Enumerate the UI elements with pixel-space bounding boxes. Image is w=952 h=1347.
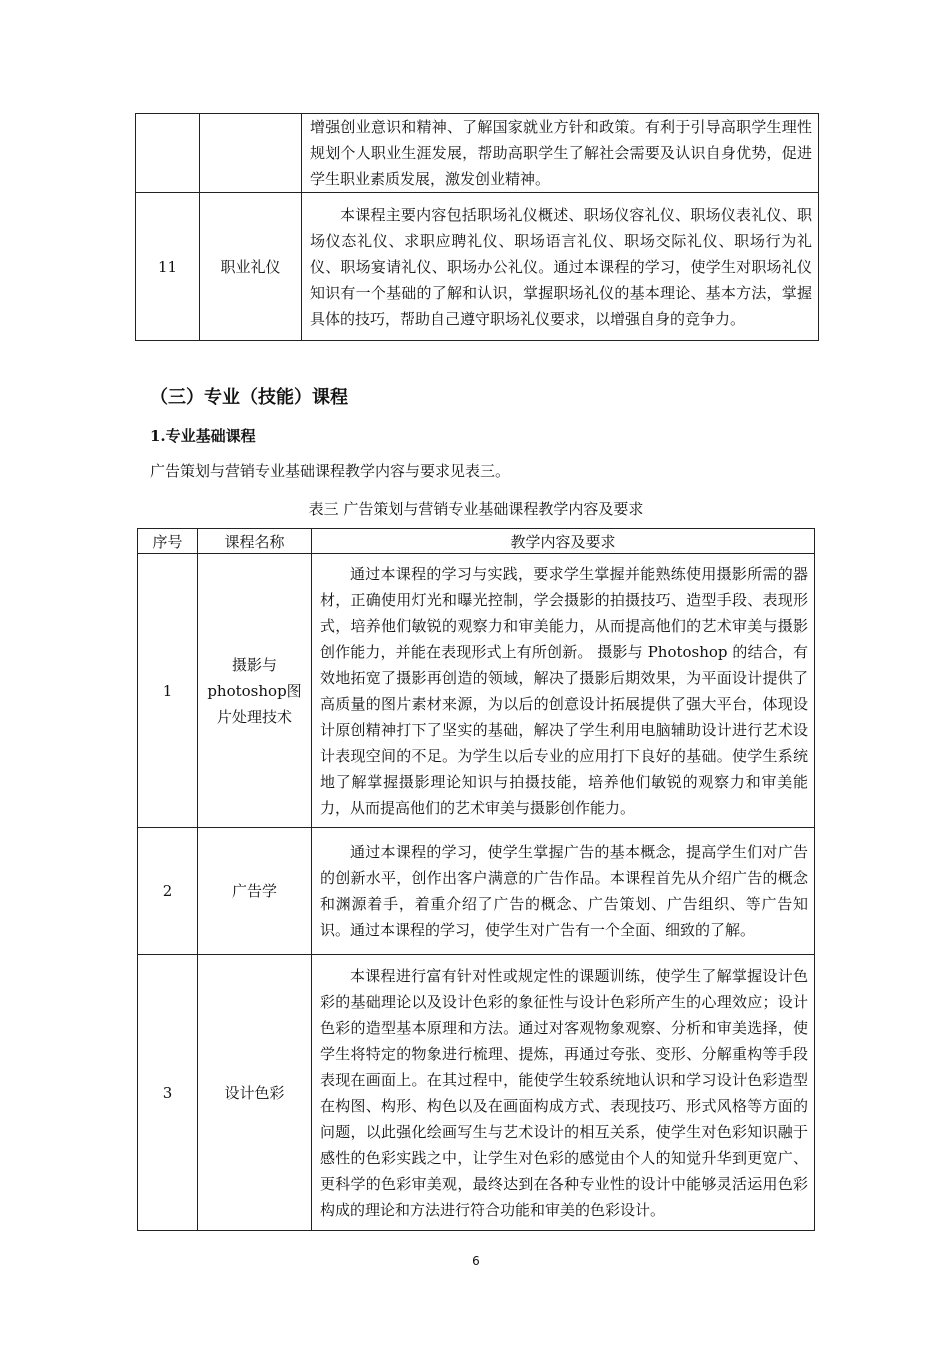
row-number-cell: 11 [136, 193, 200, 341]
row-number-cell: 1 [138, 554, 198, 828]
course-table-continued [135, 113, 819, 341]
table-row [136, 114, 819, 193]
table-row [136, 193, 819, 341]
table-caption: 表三 广告策划与营销专业基础课程教学内容及要求 [308, 500, 644, 518]
course-content-text: 增强创业意识和精神、了解国家就业方针和政策。有利于引导高职学生理性规划个人职业生涯发展，帮助高职学生了解社会需要及认识自身优势，促进学生职业素质发展，激发创业精神。 [310, 118, 812, 188]
table-row [138, 955, 815, 1231]
course-table [137, 528, 815, 1231]
section-heading: （三）专业（技能）课程 [150, 387, 348, 408]
row-number-cell: 2 [138, 828, 198, 955]
course-name-cell: 摄影与photoshop图片处理技术 [198, 554, 312, 828]
course-content-cell [302, 193, 819, 341]
course-name-cell: 设计色彩 [198, 955, 312, 1231]
course-content-text: 本课程进行富有针对性或规定性的课题训练，使学生了解掌握设计色彩的基础理论以及设计色彩的象征性与设计色彩所产生的心理效应；设计色彩的造型基本原理和方法。通过对客观物象观察、分析和审美选择，使学生将特定的物象进行梳理、提炼，再通过夸张、变形、分解重构等手段表现在画面上。在其过程中，能使学生较系统地认识和学习设计色彩造型在构图、构形、构色以及在画面构成方式、表现技巧、形式风格等方面的问题，以此强化绘画写生与艺术设计的相互关系，使学生对色彩知识融于感性的色彩实践之中，让学生对色彩的感觉由个人的知觉升华到更宽广、更科学的色彩审美观，最终达到在各种专业性的设计中能够灵活运用色彩构成的理论和方法进行符合功能和审美的色彩设计。 [320, 966, 808, 1219]
course-name-cell: 职业礼仪 [200, 193, 302, 341]
course-content-text: 通过本课程的学习与实践，要求学生掌握并能熟练使用摄影所需的器材，正确使用灯光和曝光控制，学会摄影的拍摄技巧、造型手段、表现形式，培养他们敏锐的观察力和审美能力，从而提高他们的艺术审美与摄影创作能力，并能在表现形式上有所创新。 摄影与 Photoshop 的结合，有效地拓宽了摄影再创造的领域，解决了摄影后期效果，为平面设计提供了高质量的图片素材来源，为以后的创意设计拓展提供了强大平台，体现设计原创精神打下了坚实的基础，解决了学生利用电脑辅助设计进行艺术设计表现空间的不足。为学生以后专业的应用打下良好的基础。使学生系统地了解掌握摄影理论知识与拍摄技能，培养他们敏锐的观察力和审美能力，从而提高他们的艺术审美与摄影创作能力。 [320, 564, 808, 817]
header-content: 教学内容及要求 [312, 529, 815, 554]
intro-paragraph: 广告策划与营销专业基础课程教学内容与要求见表三。 [150, 462, 511, 480]
table-header-row [138, 529, 815, 554]
header-course-name: 课程名称 [198, 529, 312, 554]
page-number: 6 [472, 1254, 480, 1268]
course-content-cell [312, 554, 815, 828]
row-number-cell [136, 114, 200, 193]
course-content-text: 通过本课程的学习，使学生掌握广告的基本概念，提高学生们对广告的创新水平，创作出客户满意的广告作品。本课程首先从介绍广告的概念和渊源着手，着重介绍了广告的概念、广告策划、广告组织、等广告知识。通过本课程的学习，使学生对广告有一个全面、细致的了解。 [320, 843, 808, 939]
course-content-cell [302, 114, 819, 193]
row-number-cell: 3 [138, 955, 198, 1231]
table-row [138, 828, 815, 955]
course-name-cell [200, 114, 302, 193]
sub-heading: 1.专业基础课程 [150, 427, 256, 445]
course-content-cell [312, 955, 815, 1231]
table-row [138, 554, 815, 828]
course-content-cell [312, 828, 815, 955]
course-name-cell: 广告学 [198, 828, 312, 955]
header-number: 序号 [138, 529, 198, 554]
course-content-text: 本课程主要内容包括职场礼仪概述、职场仪容礼仪、职场仪表礼仪、职场仪态礼仪、求职应聘礼仪、职场语言礼仪、职场交际礼仪、职场行为礼仪、职场宴请礼仪、职场办公礼仪。通过本课程的学习，使学生对职场礼仪知识有一个基础的了解和认识，掌握职场礼仪的基本理论、基本方法，掌握具体的技巧，帮助自己遵守职场礼仪要求，以增强自身的竞争力。 [310, 205, 812, 328]
